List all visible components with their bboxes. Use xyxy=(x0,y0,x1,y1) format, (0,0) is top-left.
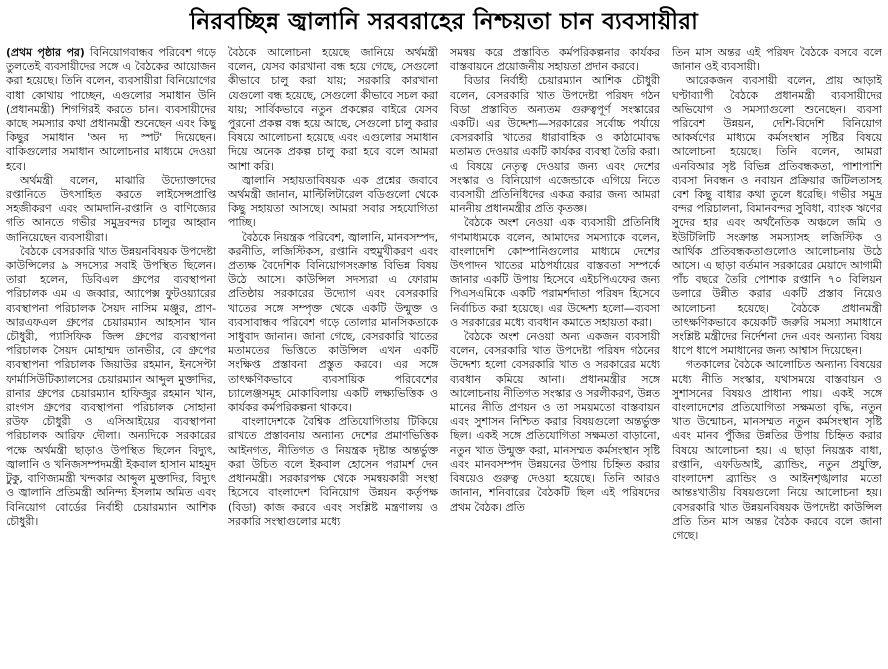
paragraph: বৈঠকে নিয়ন্ত্রক পরিবেশ, জ্বালানি, মানবসম্পদ, করনীতি, লজিস্টিকস, রপ্তানি বহুমুখীকরণ এবং প্রত্যক্ষ বৈদেশিক বিনিয়োগসংক্রান্ত বিভিন্ন বিষয় উঠে আসে। কাউন্সিল সদস্যরা এ ফোরাম প্রতিষ্ঠায় সরকারের উদ্যোগ এবং বেসরকারি খাতের সঙ্গে সম্পৃক্ত থেকে একটি উন্মুক্ত ও ব্যবসাবান্ধব পরিবেশ গড়ে তোলার মানসিকতাকে সাধুবাদ জানান। জানা গেছে, বেসরকারি খাতের মতামতের ভিত্তিতে কাউন্সিল এখন একটি সংক্ষিপ্ত প্রস্তাবনা প্রস্তুত করবে। এর সঙ্গে তাৎক্ষণিকভাবে ব্যবসায়িক পরিবেশের চ্যালেঞ্জসমূহ মোকাবিলায় একটি লক্ষ্যভিত্তিক ও কার্যকর কর্মপরিকল্পনা থাকবে। xyxy=(228,230,438,415)
article-columns xyxy=(6,46,882,667)
paragraph: বৈঠকে অংশ নেওয়া অন্য একজন ব্যবসায়ী বলেন, বেসরকারি খাত উপদেষ্টা পরিষদ গঠনের উদ্দেশ্য হলো বেসরকারি খাত ও সরকারের মধ্যে ব্যবধান কমিয়ে আনা। প্রধানমন্ত্রীর সঙ্গে আলোচনায় নীতিগত সংস্কার ও সরলীকরণ, উন্নত মানের নীতি প্রণয়ন ও তা সময়মতো বাস্তবায়ন এবং সুশাসন নিশ্চিত করার বিষয়গুলো অন্তর্ভুক্ত ছিল। একই সঙ্গে প্রতিযোগিতা সক্ষমতা বাড়ানো, নতুন খাত উন্মুক্ত করা, মানসম্মত কর্মসংস্থান সৃষ্টি এবং মানবসম্পদ উন্নয়নের উপায় চিহ্নিত করার বিষয়েও গুরুত্ব দেওয়া হয়েছে। তিনি আরও জানান, শনিবারের বৈঠকটি ছিল এই পরিষদের প্রথম বৈঠক। প্রতি xyxy=(450,330,660,514)
paragraph: সমন্বয় করে প্রস্তাবিত কর্মপরিকল্পনার কার্যকর বাস্তবায়নে প্রয়োজনীয় সহায়তা প্রদান করবে। xyxy=(450,46,660,74)
headline: নিরবচ্ছিন্ন জ্বালানি সরবরাহের নিশ্চয়তা চান ব্যবসায়ীরা xyxy=(189,7,699,35)
headline-bar xyxy=(0,0,888,44)
article-column-2 xyxy=(228,46,438,667)
continuation-label: (প্রথম পৃষ্ঠার পর) xyxy=(6,46,85,59)
paragraph: বৈঠকে অংশ নেওয়া এক ব্যবসায়ী প্রতিনিধি গণমাধ্যমকে বলেন, আমাদের সমস্যাকে বলেন, বাংলাদেশি কোম্পানিগুলোর মাধ্যমে দেশের উৎপাদন খাতের মাঠপর্যায়ের বাস্তবতা সম্পর্কে জানার একটি উপায় হিসেবে এইচপিএফের জন্য পিএসএমিকে একটি পরামর্শদাতা পরিষদ হিসেবে নির্বাচিত করা হয়েছে। এর উদ্দেশ্য হলো—ব্যবসা ও সরকারের মধ্যে ব্যবধান কমাতে সহায়তা করা। xyxy=(450,216,660,329)
paragraph: আরেকজন ব্যবসায়ী বলেন, প্রায় আড়াই ঘণ্টাব্যাপী বৈঠকে প্রধানমন্ত্রী ব্যবসায়ীদের অভিযোগ ও সমস্যাগুলো শুনেছেন। ব্যবসা পরিবেশ উন্নয়ন, দেশি-বিদেশি বিনিয়োগ আকর্ষণের মাধ্যমে কর্মসংস্থান সৃষ্টির বিষয়ে আলোচনা হয়েছে। তিনি বলেন, আমরা এনবিআর সৃষ্ট বিভিন্ন প্রতিবন্ধকতা, পাশাপাশি ব্যবসা নিবন্ধন ও নবায়ন প্রক্রিয়ার জটিলতাসহ বেশ কিছু বাধার কথা তুলে ধরেছি। গভীর সমুদ্র বন্দর পরিচালনা, বিমানবন্দর সুবিধা, ব্যাংক ঋণের সুদের হার এবং অর্থনৈতিক অঞ্চলে জমি ও ইউটিলিটি সংক্রান্ত সমস্যাসহ লজিস্টিক ও আর্থিক প্রতিবন্ধকতাগুলোও আলোচনায় উঠে আসে। এ ছাড়া বর্তমান সরকারের মেয়াদে আগামী পাঁচ বছরে তৈরি পোশাক রপ্তানি ৭০ বিলিয়ন ডলারে উন্নীত করার একটি প্রস্তাব নিয়েও আলোচনা হয়েছে। বৈঠকে প্রধানমন্ত্রী তাৎক্ষণিকভাবে কয়েকটি জরুরি সমস্যা সমাধানে সংশ্লিষ্ট মন্ত্রীদের নির্দেশনা দেন এবং অন্যান্য বিষয় ধাপে ধাপে সমাধানের জন্য আশ্বাস দিয়েছেন। xyxy=(672,74,882,358)
paragraph: জ্বালানি সহায়তাবিষয়ক এক প্রশ্নের জবাবে অর্থমন্ত্রী জানান, মাল্টিলিটারেল বডিগুলো থেকে কিছু সহায়তা আসছে। আমরা সবার সহযোগিতা পাচ্ছি। xyxy=(228,173,438,230)
paragraph: বিডার নির্বাহী চেয়ারম্যান আশিক চৌধুরী বলেন, বেসরকারি খাত উপদেষ্টা পরিষদ গঠন বিডা প্রস্তাবিত অন্যতম গুরুত্বপূর্ণ সংস্কারের একটি। এর উদ্দেশ্য—সরকারের সর্বোচ্চ পর্যায়ে বেসরকারি খাতের ধারাবাহিক ও কাঠামোবদ্ধ মতামত দেওয়ার একটি কার্যকর ব্যবস্থা তৈরি করা। এ বিষয়ে নেতৃত্ব দেওয়ার জন্য এবং দেশের সংস্কার ও বিনিয়োগ এজেন্ডাকে এগিয়ে নিতে ব্যবসায়ী প্রতিনিধিদের একত্র করার জন্য আমরা মাননীয় প্রধানমন্ত্রীর প্রতি কৃতজ্ঞ। xyxy=(450,74,660,216)
paragraph: গতকালের বৈঠকে আলোচিত অন্যান্য বিষয়ের মধ্যে নীতি সংস্কার, যথাসময়ে বাস্তবায়ন ও সুশাসনের বিষয়ও প্রাধান্য পায়। একই সঙ্গে বাংলাদেশের প্রতিযোগিতা সক্ষমতা বৃদ্ধি, নতুন খাত উন্মোচন, মানসম্মত নতুন কর্মসংস্থান সৃষ্টি এবং মানব পুঁজির উন্নতির উপায় চিহ্নিত করার বিষয়ে আলোচনা হয়। এ ছাড়া নিয়ন্ত্রক বাধা, রপ্তানি, এফডিআই, ব্র্যান্ডিং, নতুন প্রযুক্তি, বাংলাদেশ ব্র্যান্ডিং ও আইনশৃঙ্খলার মতো আন্তঃখাতীয় বিষয়গুলো নিয়ে আলোচনা হয়। বেসরকারি খাত উন্নয়নবিষয়ক উপদেষ্টা কাউন্সিল প্রতি তিন মাস অন্তর বৈঠক করবে বলে জানা গেছে। xyxy=(672,358,882,542)
paragraph: অর্থমন্ত্রী বলেন, মাঝারি উদ্যোক্তাদের রপ্তানিতে উৎসাহিত করতে লাইসেন্সপ্রাপ্তি সহজীকরণ এবং আমদানি-রপ্তানি ও বাণিজ্যের গতি আনতে গভীর সমুদ্রবন্দর চালুর আহ্বান জানিয়েছেন ব্যবসায়ীরা। xyxy=(6,173,216,244)
paragraph: বাংলাদেশকে বৈশ্বিক প্রতিযোগিতায় টিকিয়ে রাখতে প্রস্তাবনায় অন্যান্য দেশের প্রমাণভিত্তিক আইনগত, নীতিগত ও নিয়ন্ত্রক দৃষ্টান্ত অন্তর্ভুক্ত করা উচিত বলে ইকবাল হোসেন পরামর্শ দেন প্রধানমন্ত্রী। সরকারপক্ষ থেকে সমন্বয়কারী সংস্থা হিসেবে বাংলাদেশ বিনিয়োগ উন্নয়ন কর্তৃপক্ষ (বিডা) কাজ করবে এবং সংশ্লিষ্ট মন্ত্রণালয় ও সরকারি সংস্থাগুলোর মধ্যে xyxy=(228,415,438,528)
paragraph: বৈঠকে আলোচনা হয়েছে জানিয়ে অর্থমন্ত্রী বলেন, যেসব কারখানা বন্ধ হয়ে গেছে, সেগুলো কীভাবে চালু করা যায়; সরকারি কারখানা যেগুলো বন্ধ হয়েছে, সেগুলো কীভাবে সচল করা যায়; সার্বিকভাবে নতুন প্রকল্পের বাইরে যেসব পুরনো প্রকল্প বন্ধ হয়ে আছে, সেগুলো চালু করার বিষয়ে আলোচনা হয়েছে এবং এগুলোর সমাধান দিয়ে অনেক প্রকল্প চালু করা হবে বলে আমরা আশা করি। xyxy=(228,46,438,173)
paragraph: তিন মাস অন্তর এই পরিষদ বৈঠকে বসবে বলে জানান ওই ব্যবসায়ী। xyxy=(672,46,882,74)
article-column-3 xyxy=(450,46,660,667)
article-column-4 xyxy=(672,46,882,667)
article-column-1 xyxy=(6,46,216,667)
paragraph: বৈঠকে বেসরকারি খাত উন্নয়নবিষয়ক উপদেষ্টা কাউন্সিলের ৯ সদস্যের সবাই উপস্থিত ছিলেন। তারা হলেন, ডিবিএল গ্রুপের ব্যবস্থাপনা পরিচালক এম এ জব্বার, অ্যাপেক্স ফুটওয়্যারের ব্যবস্থাপনা পরিচালক সৈয়দ নাসিম মঞ্জুর, প্রাণ-আরএফএল গ্রুপের চেয়ারম্যান আহসান খান চৌধুরী, প্যাসিফিক জিন্স গ্রুপের ব্যবস্থাপনা পরিচালক সৈয়দ মোহাম্মদ তানভীর, বে গ্রুপের ব্যবস্থাপনা পরিচালক জিয়াউর রহমান, ইনসেপ্টা ফার্মাসিউটিক্যালসের চেয়ারম্যান আব্দুল মুক্তাদির, রানার গ্রুপের চেয়ারম্যান হাফিজুর রহমান খান, রাংগস গ্রুপের ব্যবস্থাপনা পরিচালক সোহানা রউফ চৌধুরী ও এসিআইয়ের ব্যবস্থাপনা পরিচালক আরিফ দৌলা। অন্যদিকে সরকারের পক্ষে অর্থমন্ত্রী ছাড়াও উপস্থিত ছিলেন বিদ্যুৎ, জ্বালানি ও খনিজসম্পদমন্ত্রী ইকবাল হাসান মাহমুদ টুকু, বাণিজ্যমন্ত্রী খন্দকার আব্দুল মুক্তাদির, বিদ্যুৎ ও জ্বালানি প্রতিমন্ত্রী অনিন্দ্য ইসলাম অমিত এবং বিনিয়োগ বোর্ডের নির্বাহী চেয়ারম্যান আশিক চৌধুরী। xyxy=(6,244,216,528)
paragraph: (প্রথম পৃষ্ঠার পর) বিনিয়োগবান্ধব পরিবেশ গড়ে তুলতেই ব্যবসায়ীদের সঙ্গে এ বৈঠকের আয়োজন করা হয়েছে। তিনি বলেন, ব্যবসায়ীরা বিনিয়োগের বাধা কোথায় পাচ্ছেন, এগুলোর সমাধান উনি (প্রধানমন্ত্রী) শিগগিরই করতে চান। ব্যবসায়ীদের কাছে সমস্যার কথা প্রধানমন্ত্রী শুনেছেন এবং কিছু কিছুর সমাধান 'অন দ্য স্পট' দিয়েছেন। বাকিগুলোর সমাধান আলোচনার মাধ্যমে দেওয়া হবে। xyxy=(6,46,216,173)
